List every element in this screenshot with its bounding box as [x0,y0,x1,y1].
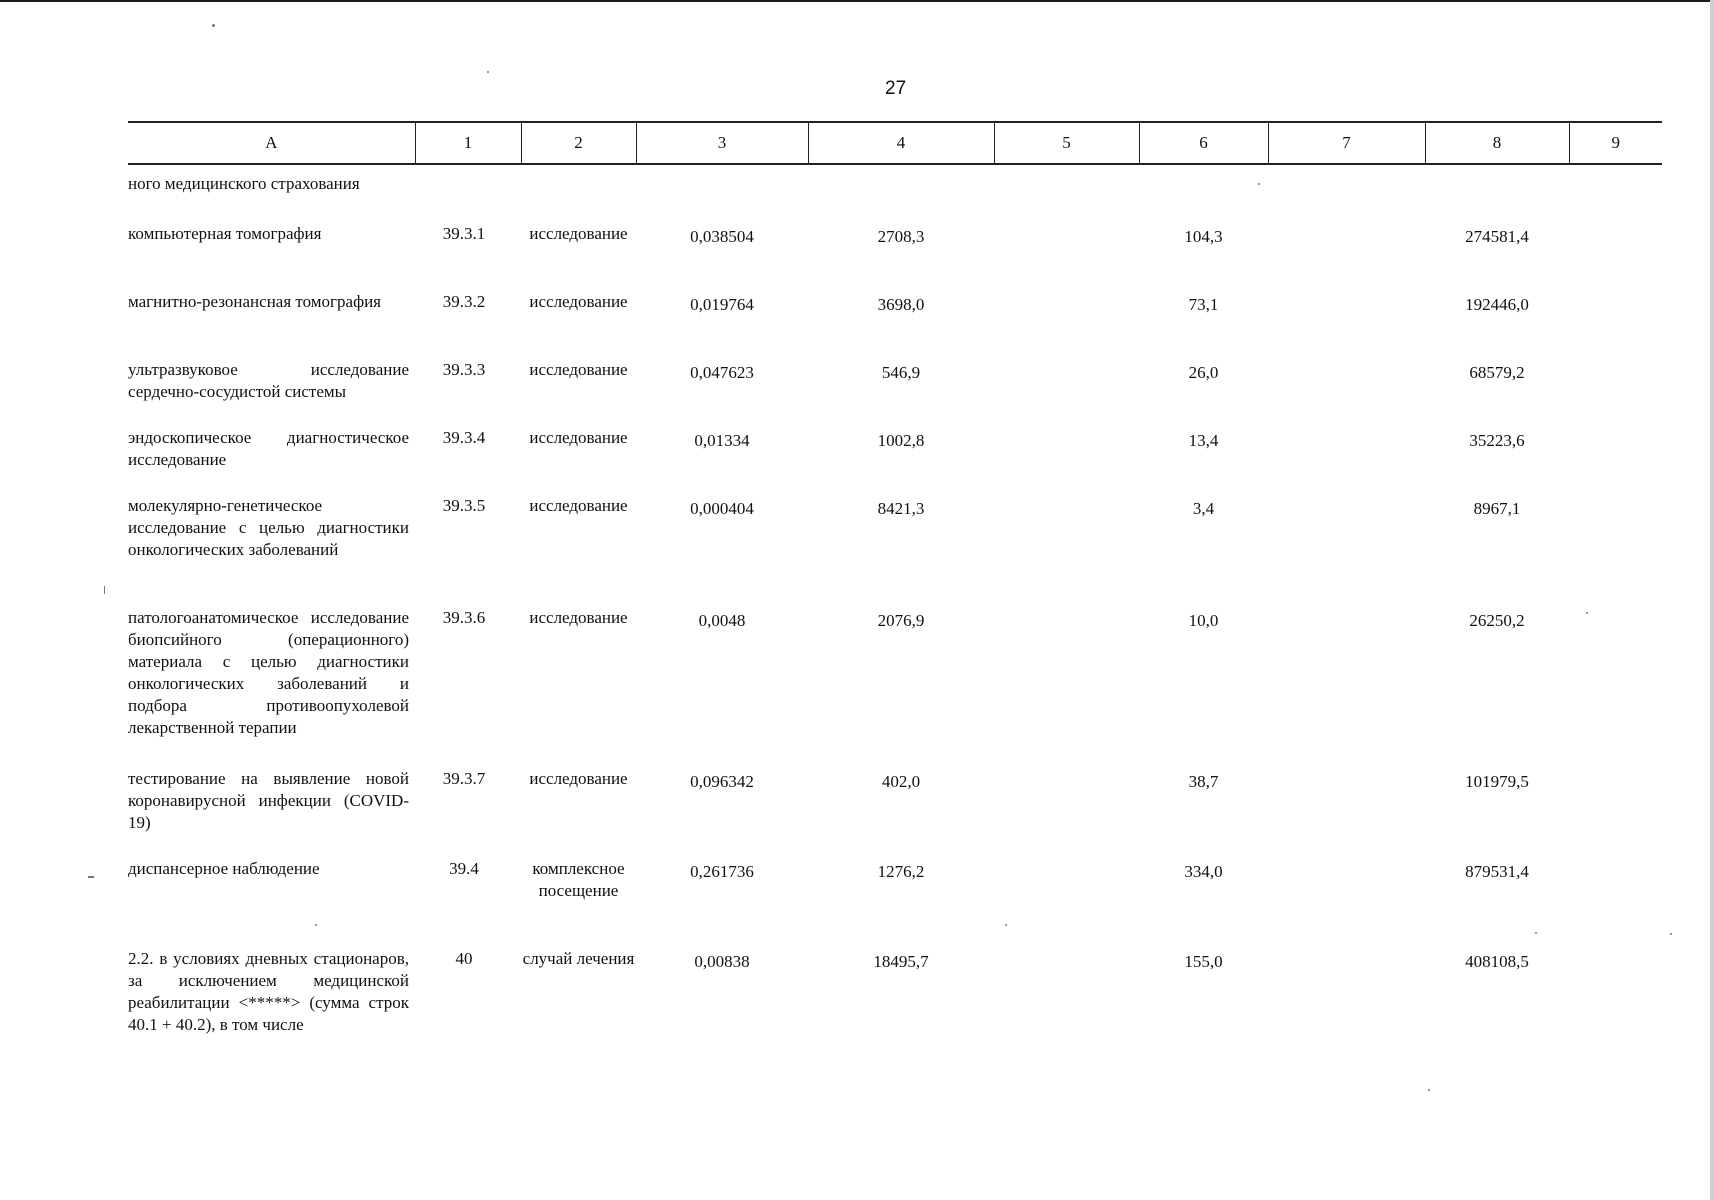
row-col-5 [994,948,1139,1068]
table-row [128,768,1662,858]
row-col-8 [1425,164,1569,223]
row-col-8: 26250,2 [1469,611,1525,630]
row-col-9 [1569,948,1662,1068]
header-cell-6: 6 [1139,122,1268,164]
row-col-8: 68579,2 [1469,363,1525,382]
row-col-3: 0,00838 [694,952,750,971]
row-col-5 [994,768,1139,858]
row-col-3: 0,01334 [694,431,750,450]
row-col-4: 3698,0 [877,295,925,314]
table-row [128,858,1662,948]
row-unit [521,164,636,223]
row-col-8: 101979,5 [1465,772,1529,791]
row-col-5 [994,607,1139,768]
scan-speck [487,71,489,73]
row-col-5 [994,291,1139,359]
table-row [128,164,1662,223]
row-code: 39.3.3 [442,360,486,379]
row-unit: исследование [529,428,628,447]
row-col-4 [808,164,994,223]
row-col-4: 2076,9 [877,611,925,630]
table-row [128,948,1662,1068]
row-name: патологоанатомическое исследование биопсийного (операционного) материала с целью диагностики онкологических заболеваний и подбора противоопухолевой лекарственной терапии [128,608,409,737]
row-col-4: 1276,2 [877,862,925,881]
row-name: компьютерная томография [128,224,322,243]
row-name: молекулярно-генетическое исследование с целью диагностики онкологических заболеваний [128,496,409,559]
row-col-9 [1569,495,1662,607]
row-name: ного медицинского страхования [128,174,360,193]
row-unit: исследование [529,608,628,627]
row-code: 40 [455,949,473,968]
row-unit: комплексное посещение [532,859,625,900]
scan-speck [1258,183,1260,185]
row-col-9 [1569,768,1662,858]
row-col-7 [1268,223,1425,291]
row-col-9 [1569,164,1662,223]
financing-table [128,121,1662,1068]
header-cell-3: 3 [636,122,808,164]
row-col-6: 38,7 [1188,772,1219,791]
table-row [128,607,1662,768]
row-col-3: 0,038504 [690,227,754,246]
row-code: 39.3.4 [442,428,486,447]
scan-speck [212,24,215,27]
row-unit: исследование [529,496,628,515]
row-col-7 [1268,768,1425,858]
row-col-9 [1569,858,1662,948]
scan-speck [88,876,94,878]
row-col-6: 10,0 [1188,611,1219,630]
row-col-9 [1569,223,1662,291]
row-col-5 [994,858,1139,948]
row-code: 39.4 [449,859,479,878]
row-col-5 [994,164,1139,223]
row-col-8: 879531,4 [1465,862,1529,881]
row-code: 39.3.1 [442,224,486,243]
scan-speck [1670,933,1672,935]
row-col-5 [994,223,1139,291]
row-code: 39.3.6 [442,608,486,627]
row-col-9 [1569,359,1662,427]
row-col-7 [1268,607,1425,768]
row-col-7 [1268,359,1425,427]
row-col-3 [636,164,808,223]
header-cell-4: 4 [808,122,994,164]
row-col-5 [994,495,1139,607]
row-name: ультразвуковое исследование сердечно-сосудистой системы [128,360,409,401]
page-number: 27 [885,78,907,99]
row-col-7 [1268,495,1425,607]
row-col-4: 402,0 [881,772,921,791]
header-cell-9: 9 [1569,122,1662,164]
row-col-4: 1002,8 [877,431,925,450]
header-cell-5: 5 [994,122,1139,164]
row-unit: исследование [529,224,628,243]
scan-speck [315,924,317,926]
row-col-6: 104,3 [1184,227,1223,246]
row-code: 39.3.5 [442,496,486,515]
table-row [128,359,1662,427]
row-col-8: 192446,0 [1465,295,1529,314]
row-col-8: 274581,4 [1465,227,1529,246]
table-row [128,427,1662,495]
row-col-5 [994,427,1139,495]
header-cell-7: 7 [1268,122,1425,164]
row-col-8: 35223,6 [1469,431,1525,450]
scan-speck [1005,924,1007,926]
row-code: 39.3.2 [442,292,486,311]
row-col-8: 408108,5 [1465,952,1529,971]
row-col-6: 26,0 [1188,363,1219,382]
header-cell-a: А [128,122,415,164]
row-col-7 [1268,858,1425,948]
header-cell-1: 1 [415,122,521,164]
scan-speck [1586,612,1588,614]
scan-speck [1535,932,1537,934]
row-unit: исследование [529,292,628,311]
row-name: 2.2. в условиях дневных стационаров, за исключением медицинской реабилитации <*****> (сумма строк 40.1 + 40.2), в том числе [128,949,409,1034]
header-cell-8: 8 [1425,122,1569,164]
table-row [128,495,1662,607]
row-col-6 [1139,164,1268,223]
row-col-3: 0,000404 [690,499,754,518]
table-row [128,223,1662,291]
row-name: магнитно-резонансная томография [128,292,381,311]
row-col-7 [1268,948,1425,1068]
scan-right-edge [1710,0,1714,1200]
row-col-7 [1268,164,1425,223]
table-header-row [128,122,1662,164]
row-col-4: 8421,3 [877,499,925,518]
row-code [415,164,521,223]
row-col-3: 0,0048 [698,611,746,630]
row-code: 39.3.7 [442,769,486,788]
header-cell-2: 2 [521,122,636,164]
row-col-8: 8967,1 [1473,499,1521,518]
row-name: диспансерное наблюдение [128,859,320,878]
row-col-4: 546,9 [881,363,921,382]
row-col-3: 0,019764 [690,295,754,314]
row-col-6: 13,4 [1188,431,1219,450]
row-col-3: 0,047623 [690,363,754,382]
row-col-9 [1569,291,1662,359]
row-col-4: 2708,3 [877,227,925,246]
row-col-6: 334,0 [1184,862,1223,881]
scan-speck [1428,1089,1430,1091]
row-col-9 [1569,607,1662,768]
row-name: тестирование на выявление новой коронавирусной инфекции (COVID-19) [128,769,409,832]
table-row [128,291,1662,359]
row-unit: исследование [529,769,628,788]
row-name: эндоскопическое диагностическое исследование [128,428,409,469]
row-col-9 [1569,427,1662,495]
row-col-3: 0,096342 [690,772,754,791]
row-col-6: 155,0 [1184,952,1223,971]
row-col-4: 18495,7 [873,952,929,971]
row-col-6: 3,4 [1192,499,1215,518]
row-col-7 [1268,427,1425,495]
scan-top-border [0,0,1714,2]
row-col-5 [994,359,1139,427]
row-unit: случай лечения [522,949,635,968]
scan-speck [104,586,105,594]
row-col-7 [1268,291,1425,359]
row-unit: исследование [529,360,628,379]
row-col-3: 0,261736 [690,862,754,881]
row-col-6: 73,1 [1188,295,1219,314]
